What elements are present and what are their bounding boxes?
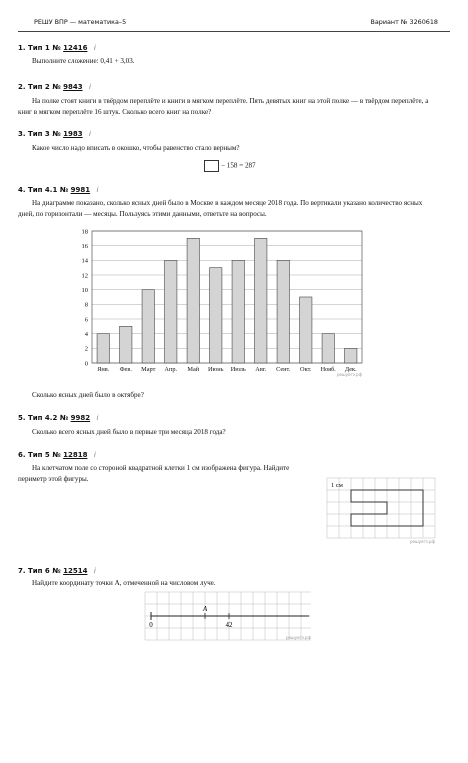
x-tick-label: Дек. xyxy=(344,366,357,373)
y-tick-label: 2 xyxy=(84,345,88,353)
value-label: 42 xyxy=(225,621,233,629)
task-5-text: Сколько всего ясных дней было в первые три месяца 2018 года? xyxy=(32,428,226,436)
zero-label: 0 xyxy=(149,621,153,629)
y-tick-label: 6 xyxy=(84,316,88,324)
y-tick-label: 14 xyxy=(81,257,88,265)
bar xyxy=(345,348,357,363)
task-7-text: Найдите координату точки A, отмеченной на числовом луче. xyxy=(32,579,216,587)
x-tick-label: Июнь xyxy=(208,366,224,373)
task-5-label: 5. Тип 4.2 № xyxy=(18,414,69,422)
info-icon[interactable]: i xyxy=(89,83,91,91)
y-tick-label: 16 xyxy=(81,242,88,250)
task-3-number-link[interactable]: 1983 xyxy=(63,130,83,138)
y-tick-label: 12 xyxy=(81,272,88,280)
task-5-number-link[interactable]: 9982 xyxy=(70,414,91,422)
header-divider xyxy=(18,31,450,32)
info-icon[interactable]: i xyxy=(89,130,91,138)
task-6-number-link[interactable]: 12818 xyxy=(63,451,88,459)
y-tick-label: 18 xyxy=(81,228,88,236)
task-4-text: На диаграмме показано, сколько ясных дней было в Москве в каждом месяце 2018 года. По вертикали указано количество ясных дней, по горизонтали — месяцы. Пользуясь этими данными, ответьте на вопросы. xyxy=(18,199,423,218)
clear-days-bar-chart xyxy=(70,225,370,380)
x-tick-label: Нояб. xyxy=(320,366,336,373)
task-7-number-link[interactable]: 12514 xyxy=(63,567,88,575)
task-2-label: 2. Тип 2 № xyxy=(18,83,61,91)
task-2-number-link[interactable]: 9843 xyxy=(63,83,83,91)
x-tick-label: Янв. xyxy=(97,366,110,373)
bar xyxy=(210,268,222,363)
info-icon[interactable]: i xyxy=(96,186,99,194)
x-tick-label: Окт. xyxy=(300,366,312,373)
task-6-header xyxy=(18,451,96,459)
bar xyxy=(277,260,289,363)
grid-watermark: решуегэ.рф xyxy=(409,539,435,544)
task-1-number-link[interactable]: 12416 xyxy=(63,44,88,52)
x-tick-label: Фев. xyxy=(119,366,132,373)
square-grid xyxy=(327,478,435,538)
equation xyxy=(204,160,256,172)
task-3-label: 3. Тип 3 № xyxy=(18,130,61,138)
bar xyxy=(322,334,334,363)
x-tick-label: Май xyxy=(187,366,200,373)
answer-box xyxy=(204,160,219,172)
bar xyxy=(165,260,177,363)
y-tick-label: 10 xyxy=(81,286,88,294)
task-3-header xyxy=(18,130,91,138)
x-tick-label: Авг. xyxy=(255,366,267,373)
task-5-header xyxy=(18,414,99,422)
bar xyxy=(255,238,267,363)
task-4-question: Сколько ясных дней было в октябре? xyxy=(32,391,144,399)
y-tick-label: 0 xyxy=(84,360,88,368)
y-tick-label: 8 xyxy=(84,301,88,309)
info-icon[interactable]: i xyxy=(93,451,96,459)
bar xyxy=(97,334,109,363)
task-6-text: На клетчатом поле со стороной квадратной клетки 1 см изображена фигура. Найдите периметр этой фигуры. xyxy=(18,464,290,483)
equation-text: − 158 = 287 xyxy=(221,161,256,170)
plot-frame xyxy=(92,231,362,363)
info-icon[interactable]: i xyxy=(96,414,99,422)
grid-figure xyxy=(325,476,445,544)
task-7-label: 7. Тип 6 № xyxy=(18,567,61,575)
task-3-text: Какое число надо вписать в окошко, чтобы равенство стало верным? xyxy=(32,144,240,152)
variant-number: Вариант № 3260618 xyxy=(370,18,438,26)
point-a-label: A xyxy=(202,605,208,613)
task-4-number-link[interactable]: 9981 xyxy=(70,186,91,194)
x-tick-label: Апр. xyxy=(164,366,178,373)
x-tick-label: Июль xyxy=(230,366,246,373)
bar xyxy=(300,297,312,363)
grid-scale-label: 1 см xyxy=(331,482,343,489)
info-icon[interactable]: i xyxy=(93,567,96,575)
chart-watermark: решуегэ.рф xyxy=(336,372,362,377)
bar xyxy=(142,290,154,363)
task-1-label: 1. Тип 1 № xyxy=(18,44,61,52)
number-ray-figure xyxy=(143,590,315,642)
bar xyxy=(120,326,132,363)
bar xyxy=(187,238,199,363)
x-tick-label: Сент. xyxy=(276,366,291,373)
task-6-label: 6. Тип 5 № xyxy=(18,451,61,459)
task-7-header xyxy=(18,567,96,575)
task-2-text: На полке стоят книги в твёрдом переплёте и книги в мягком переплёте. Пять девятых книг на этой полке — в твёрдом переплёте, а книг в мягком переплёте 16 штук. Сколько всего книг на полке? xyxy=(18,97,429,116)
bar xyxy=(232,260,244,363)
task-4-header xyxy=(18,186,99,194)
y-tick-label: 4 xyxy=(84,330,88,338)
x-tick-label: Март xyxy=(141,366,156,373)
task-4-label: 4. Тип 4.1 № xyxy=(18,186,69,194)
task-1-header xyxy=(18,44,96,52)
task-2-header xyxy=(18,83,91,91)
page-header xyxy=(34,18,438,30)
task-1-text: Выполните сложение: 0,41 + 3,03. xyxy=(32,57,135,65)
numline-watermark: решуегэ.рф xyxy=(285,635,311,640)
site-title: РЕШУ ВПР — математика–5 xyxy=(34,18,127,26)
info-icon[interactable]: i xyxy=(93,44,96,52)
